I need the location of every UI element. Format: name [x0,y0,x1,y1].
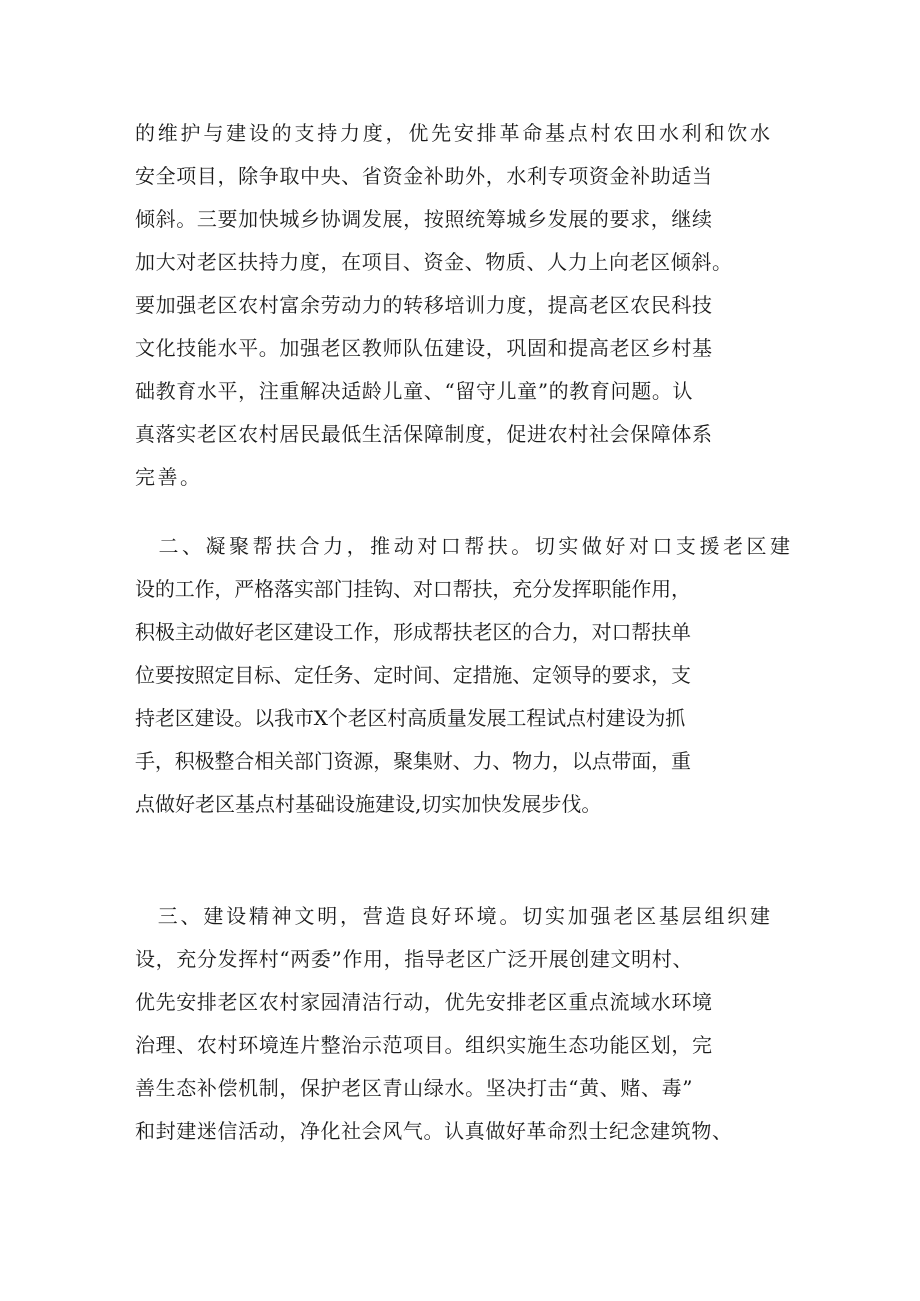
text-line: 位要按照定目标、定任务、定时间、定措施、定领导的要求，支 [135,663,691,687]
text-line: 加大对老区扶持力度，在项目、资金、物质、人力上向老区倾斜。 [135,250,733,274]
text-line: 点做好老区基点村基础设施建设,切实加快发展步伐。 [135,792,602,816]
paragraph-continuation [135,112,773,499]
paragraph-section-two [135,525,794,826]
text-line: 优先安排老区农村家园清洁行动，优先安排老区重点流域水环境 [135,990,713,1014]
text-line: 的维护与建设的支持力度，优先安排革命基点村农田水利和饮水 [135,121,773,145]
text-line: 安全项目，除争取中央、省资金补助外，水利专项资金补助适当 [135,164,713,188]
text-line: 积极主动做好老区建设工作，形成帮扶老区的合力，对口帮扶单 [135,620,691,644]
text-line: 持老区建设。以我市X个老区村高质量发展工程试点村建设为抓 [135,706,686,730]
text-line: 设，充分发挥村“两委”作用，指导老区广泛开展创建文明村、 [135,947,694,971]
text-line: 三、建设精神文明，营造良好环境。切实加强老区基层组织建 [135,904,773,928]
text-line: 础教育水平，注重解决适龄儿童、“留守儿童”的教育问题。认 [135,379,694,403]
text-line: 和封建迷信活动，净化社会风气。认真做好革命烈士纪念建筑物、 [135,1119,733,1143]
text-line: 要加强老区农村富余劳动力的转移培训力度，提高老区农民科技 [135,293,713,317]
text-line: 设的工作，严格落实部门挂钩、对口帮扶，充分发挥职能作用， [135,577,691,601]
text-line: 治理、农村环境连片整治示范项目。组织实施生态功能区划，完 [135,1033,713,1057]
text-line: 手，积极整合相关部门资源，聚集财、力、物力，以点带面，重 [135,749,691,773]
paragraph-section-three [135,895,773,1153]
text-line: 二、凝聚帮扶合力，推动对口帮扶。切实做好对口支援老区建 [135,534,794,558]
text-line: 善生态补偿机制，保护老区青山绿水。坚决打击“黄、赌、毒” [135,1076,694,1100]
text-line: 真落实老区农村居民最低生活保障制度，促进农村社会保障体系 [135,422,713,446]
text-line: 文化技能水平。加强老区教师队伍建设，巩固和提高老区乡村基 [135,336,713,360]
text-line: 完善。 [135,465,203,489]
text-line: 倾斜。三要加快城乡协调发展，按照统筹城乡发展的要求，继续 [135,207,713,231]
